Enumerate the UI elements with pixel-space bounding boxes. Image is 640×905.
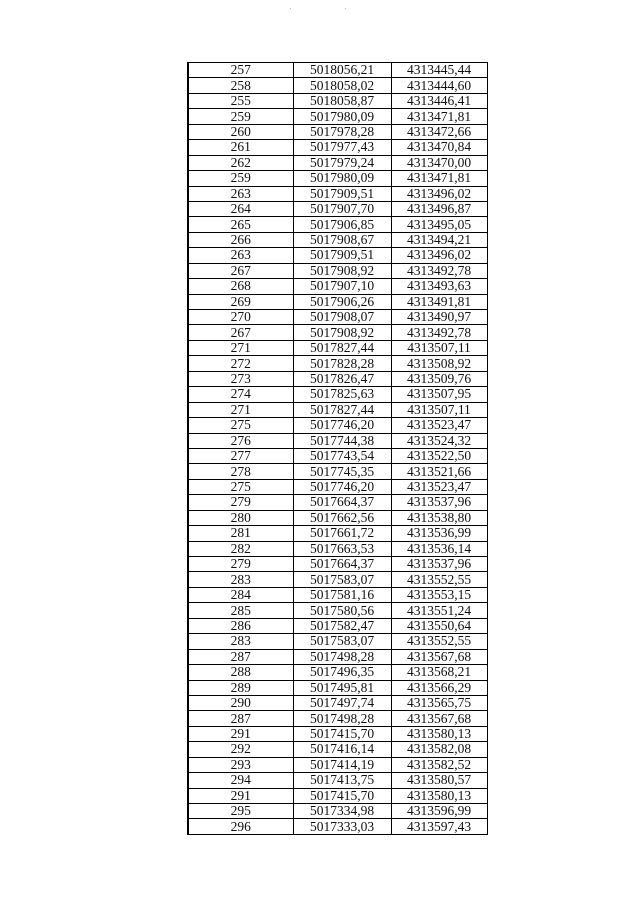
x-coordinate-cell: 5017496,35 bbox=[293, 665, 391, 680]
x-coordinate-cell: 5017825,63 bbox=[293, 387, 391, 402]
x-coordinate-cell: 5017743,54 bbox=[293, 448, 391, 463]
point-number-cell: 264 bbox=[188, 201, 293, 216]
point-number-cell: 296 bbox=[188, 819, 293, 834]
table-row bbox=[188, 217, 487, 232]
y-coordinate-cell: 4313552,55 bbox=[391, 572, 487, 587]
y-coordinate-cell: 4313521,66 bbox=[391, 464, 487, 479]
table-row bbox=[188, 742, 487, 757]
point-number-cell: 267 bbox=[188, 325, 293, 340]
y-coordinate-cell: 4313493,63 bbox=[391, 279, 487, 294]
y-coordinate-cell: 4313582,52 bbox=[391, 757, 487, 772]
table-row bbox=[188, 124, 487, 139]
table-row bbox=[188, 773, 487, 788]
table-row bbox=[188, 371, 487, 386]
y-coordinate-cell: 4313580,57 bbox=[391, 773, 487, 788]
point-number-cell: 285 bbox=[188, 603, 293, 618]
point-number-cell: 272 bbox=[188, 356, 293, 371]
y-coordinate-cell: 4313537,96 bbox=[391, 495, 487, 510]
x-coordinate-cell: 5017413,75 bbox=[293, 773, 391, 788]
table-row bbox=[188, 479, 487, 494]
table-row bbox=[188, 557, 487, 572]
table-row bbox=[188, 248, 487, 263]
x-coordinate-cell: 5017909,51 bbox=[293, 186, 391, 201]
point-number-cell: 259 bbox=[188, 171, 293, 186]
table-row bbox=[188, 665, 487, 680]
table-row bbox=[188, 587, 487, 602]
x-coordinate-cell: 5017746,20 bbox=[293, 418, 391, 433]
y-coordinate-cell: 4313471,81 bbox=[391, 109, 487, 124]
y-coordinate-cell: 4313470,84 bbox=[391, 140, 487, 155]
y-coordinate-cell: 4313536,14 bbox=[391, 541, 487, 556]
y-coordinate-cell: 4313552,55 bbox=[391, 634, 487, 649]
table-row bbox=[188, 279, 487, 294]
point-number-cell: 287 bbox=[188, 711, 293, 726]
point-number-cell: 277 bbox=[188, 448, 293, 463]
y-coordinate-cell: 4313508,92 bbox=[391, 356, 487, 371]
y-coordinate-cell: 4313490,97 bbox=[391, 310, 487, 325]
point-number-cell: 278 bbox=[188, 464, 293, 479]
coordinates-table bbox=[187, 62, 488, 835]
scan-artifact bbox=[290, 8, 350, 14]
table-row bbox=[188, 78, 487, 93]
x-coordinate-cell: 5017908,07 bbox=[293, 310, 391, 325]
point-number-cell: 279 bbox=[188, 557, 293, 572]
table-row bbox=[188, 63, 487, 78]
table-row bbox=[188, 757, 487, 772]
y-coordinate-cell: 4313567,68 bbox=[391, 649, 487, 664]
point-number-cell: 265 bbox=[188, 217, 293, 232]
point-number-cell: 284 bbox=[188, 587, 293, 602]
x-coordinate-cell: 5017744,38 bbox=[293, 433, 391, 448]
x-coordinate-cell: 5017581,16 bbox=[293, 587, 391, 602]
point-number-cell: 283 bbox=[188, 572, 293, 587]
table-row bbox=[188, 93, 487, 108]
x-coordinate-cell: 5017497,74 bbox=[293, 695, 391, 710]
table-row bbox=[188, 680, 487, 695]
y-coordinate-cell: 4313522,50 bbox=[391, 448, 487, 463]
point-number-cell: 273 bbox=[188, 371, 293, 386]
table-row bbox=[188, 804, 487, 819]
x-coordinate-cell: 5017662,56 bbox=[293, 510, 391, 525]
point-number-cell: 293 bbox=[188, 757, 293, 772]
table-row bbox=[188, 711, 487, 726]
y-coordinate-cell: 4313551,24 bbox=[391, 603, 487, 618]
y-coordinate-cell: 4313537,96 bbox=[391, 557, 487, 572]
table-row bbox=[188, 649, 487, 664]
y-coordinate-cell: 4313509,76 bbox=[391, 371, 487, 386]
table-row bbox=[188, 325, 487, 340]
y-coordinate-cell: 4313496,87 bbox=[391, 201, 487, 216]
table-row bbox=[188, 572, 487, 587]
coordinates-table-body bbox=[188, 63, 487, 835]
point-number-cell: 260 bbox=[188, 124, 293, 139]
point-number-cell: 263 bbox=[188, 248, 293, 263]
y-coordinate-cell: 4313444,60 bbox=[391, 78, 487, 93]
y-coordinate-cell: 4313566,29 bbox=[391, 680, 487, 695]
y-coordinate-cell: 4313494,21 bbox=[391, 232, 487, 247]
point-number-cell: 263 bbox=[188, 186, 293, 201]
x-coordinate-cell: 5018056,21 bbox=[293, 63, 391, 78]
y-coordinate-cell: 4313580,13 bbox=[391, 788, 487, 803]
x-coordinate-cell: 5017906,26 bbox=[293, 294, 391, 309]
table-row bbox=[188, 788, 487, 803]
x-coordinate-cell: 5017978,28 bbox=[293, 124, 391, 139]
point-number-cell: 257 bbox=[188, 63, 293, 78]
y-coordinate-cell: 4313470,00 bbox=[391, 155, 487, 170]
table-row bbox=[188, 356, 487, 371]
x-coordinate-cell: 5017979,24 bbox=[293, 155, 391, 170]
x-coordinate-cell: 5017908,92 bbox=[293, 325, 391, 340]
table-row bbox=[188, 387, 487, 402]
table-row bbox=[188, 603, 487, 618]
point-number-cell: 289 bbox=[188, 680, 293, 695]
x-coordinate-cell: 5017664,37 bbox=[293, 495, 391, 510]
y-coordinate-cell: 4313596,99 bbox=[391, 804, 487, 819]
x-coordinate-cell: 5017415,70 bbox=[293, 726, 391, 741]
y-coordinate-cell: 4313491,81 bbox=[391, 294, 487, 309]
table-row bbox=[188, 340, 487, 355]
point-number-cell: 261 bbox=[188, 140, 293, 155]
table-row bbox=[188, 232, 487, 247]
point-number-cell: 259 bbox=[188, 109, 293, 124]
point-number-cell: 269 bbox=[188, 294, 293, 309]
x-coordinate-cell: 5017980,09 bbox=[293, 109, 391, 124]
x-coordinate-cell: 5017333,03 bbox=[293, 819, 391, 834]
table-row bbox=[188, 819, 487, 834]
y-coordinate-cell: 4313565,75 bbox=[391, 695, 487, 710]
table-row bbox=[188, 448, 487, 463]
y-coordinate-cell: 4313538,80 bbox=[391, 510, 487, 525]
y-coordinate-cell: 4313495,05 bbox=[391, 217, 487, 232]
x-coordinate-cell: 5017582,47 bbox=[293, 618, 391, 633]
y-coordinate-cell: 4313496,02 bbox=[391, 248, 487, 263]
table-row bbox=[188, 171, 487, 186]
x-coordinate-cell: 5017415,70 bbox=[293, 788, 391, 803]
x-coordinate-cell: 5018058,02 bbox=[293, 78, 391, 93]
table-row bbox=[188, 726, 487, 741]
x-coordinate-cell: 5017908,67 bbox=[293, 232, 391, 247]
y-coordinate-cell: 4313471,81 bbox=[391, 171, 487, 186]
y-coordinate-cell: 4313507,11 bbox=[391, 402, 487, 417]
table-row bbox=[188, 310, 487, 325]
x-coordinate-cell: 5018058,87 bbox=[293, 93, 391, 108]
y-coordinate-cell: 4313523,47 bbox=[391, 418, 487, 433]
point-number-cell: 262 bbox=[188, 155, 293, 170]
table-row bbox=[188, 294, 487, 309]
point-number-cell: 274 bbox=[188, 387, 293, 402]
point-number-cell: 271 bbox=[188, 402, 293, 417]
table-row bbox=[188, 695, 487, 710]
point-number-cell: 275 bbox=[188, 418, 293, 433]
table-row bbox=[188, 541, 487, 556]
x-coordinate-cell: 5017495,81 bbox=[293, 680, 391, 695]
table-row bbox=[188, 634, 487, 649]
y-coordinate-cell: 4313524,32 bbox=[391, 433, 487, 448]
table-row bbox=[188, 155, 487, 170]
y-coordinate-cell: 4313568,21 bbox=[391, 665, 487, 680]
point-number-cell: 291 bbox=[188, 726, 293, 741]
point-number-cell: 279 bbox=[188, 495, 293, 510]
y-coordinate-cell: 4313553,15 bbox=[391, 587, 487, 602]
point-number-cell: 288 bbox=[188, 665, 293, 680]
x-coordinate-cell: 5017745,35 bbox=[293, 464, 391, 479]
x-coordinate-cell: 5017416,14 bbox=[293, 742, 391, 757]
table-row bbox=[188, 618, 487, 633]
x-coordinate-cell: 5017580,56 bbox=[293, 603, 391, 618]
x-coordinate-cell: 5017828,28 bbox=[293, 356, 391, 371]
point-number-cell: 255 bbox=[188, 93, 293, 108]
y-coordinate-cell: 4313567,68 bbox=[391, 711, 487, 726]
y-coordinate-cell: 4313597,43 bbox=[391, 819, 487, 834]
table-row bbox=[188, 495, 487, 510]
x-coordinate-cell: 5017977,43 bbox=[293, 140, 391, 155]
y-coordinate-cell: 4313496,02 bbox=[391, 186, 487, 201]
table-row bbox=[188, 418, 487, 433]
point-number-cell: 258 bbox=[188, 78, 293, 93]
point-number-cell: 291 bbox=[188, 788, 293, 803]
point-number-cell: 292 bbox=[188, 742, 293, 757]
y-coordinate-cell: 4313507,95 bbox=[391, 387, 487, 402]
x-coordinate-cell: 5017906,85 bbox=[293, 217, 391, 232]
y-coordinate-cell: 4313492,78 bbox=[391, 325, 487, 340]
x-coordinate-cell: 5017980,09 bbox=[293, 171, 391, 186]
x-coordinate-cell: 5017583,07 bbox=[293, 572, 391, 587]
table-row bbox=[188, 186, 487, 201]
y-coordinate-cell: 4313445,44 bbox=[391, 63, 487, 78]
x-coordinate-cell: 5017827,44 bbox=[293, 402, 391, 417]
point-number-cell: 276 bbox=[188, 433, 293, 448]
y-coordinate-cell: 4313550,64 bbox=[391, 618, 487, 633]
x-coordinate-cell: 5017907,10 bbox=[293, 279, 391, 294]
x-coordinate-cell: 5017909,51 bbox=[293, 248, 391, 263]
y-coordinate-cell: 4313472,66 bbox=[391, 124, 487, 139]
point-number-cell: 268 bbox=[188, 279, 293, 294]
point-number-cell: 283 bbox=[188, 634, 293, 649]
x-coordinate-cell: 5017907,70 bbox=[293, 201, 391, 216]
table-row bbox=[188, 263, 487, 278]
point-number-cell: 267 bbox=[188, 263, 293, 278]
x-coordinate-cell: 5017663,53 bbox=[293, 541, 391, 556]
x-coordinate-cell: 5017826,47 bbox=[293, 371, 391, 386]
table-row bbox=[188, 526, 487, 541]
y-coordinate-cell: 4313580,13 bbox=[391, 726, 487, 741]
table-row bbox=[188, 510, 487, 525]
point-number-cell: 281 bbox=[188, 526, 293, 541]
point-number-cell: 275 bbox=[188, 479, 293, 494]
table-row bbox=[188, 201, 487, 216]
y-coordinate-cell: 4313492,78 bbox=[391, 263, 487, 278]
x-coordinate-cell: 5017583,07 bbox=[293, 634, 391, 649]
x-coordinate-cell: 5017498,28 bbox=[293, 649, 391, 664]
x-coordinate-cell: 5017908,92 bbox=[293, 263, 391, 278]
point-number-cell: 294 bbox=[188, 773, 293, 788]
x-coordinate-cell: 5017661,72 bbox=[293, 526, 391, 541]
x-coordinate-cell: 5017414,19 bbox=[293, 757, 391, 772]
point-number-cell: 280 bbox=[188, 510, 293, 525]
point-number-cell: 287 bbox=[188, 649, 293, 664]
table-row bbox=[188, 464, 487, 479]
x-coordinate-cell: 5017664,37 bbox=[293, 557, 391, 572]
point-number-cell: 271 bbox=[188, 340, 293, 355]
table-row bbox=[188, 140, 487, 155]
x-coordinate-cell: 5017827,44 bbox=[293, 340, 391, 355]
table-row bbox=[188, 109, 487, 124]
table-row bbox=[188, 433, 487, 448]
point-number-cell: 290 bbox=[188, 695, 293, 710]
table-row bbox=[188, 402, 487, 417]
y-coordinate-cell: 4313523,47 bbox=[391, 479, 487, 494]
x-coordinate-cell: 5017498,28 bbox=[293, 711, 391, 726]
x-coordinate-cell: 5017746,20 bbox=[293, 479, 391, 494]
point-number-cell: 282 bbox=[188, 541, 293, 556]
y-coordinate-cell: 4313582,08 bbox=[391, 742, 487, 757]
point-number-cell: 266 bbox=[188, 232, 293, 247]
y-coordinate-cell: 4313536,99 bbox=[391, 526, 487, 541]
y-coordinate-cell: 4313446,41 bbox=[391, 93, 487, 108]
point-number-cell: 286 bbox=[188, 618, 293, 633]
y-coordinate-cell: 4313507,11 bbox=[391, 340, 487, 355]
point-number-cell: 295 bbox=[188, 804, 293, 819]
point-number-cell: 270 bbox=[188, 310, 293, 325]
x-coordinate-cell: 5017334,98 bbox=[293, 804, 391, 819]
